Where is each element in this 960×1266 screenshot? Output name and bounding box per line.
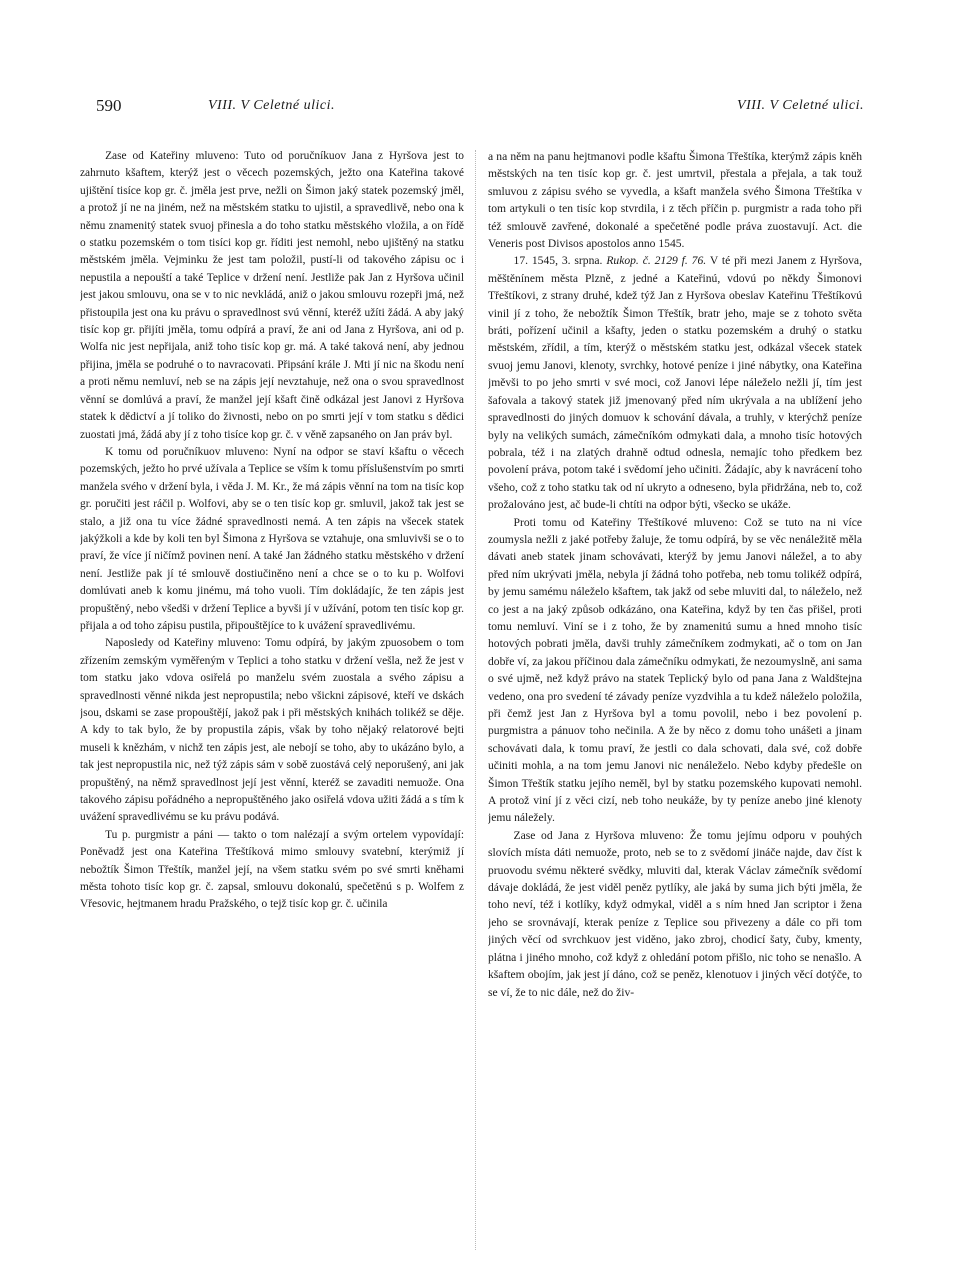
running-head-left: VIII. V Celetné ulici. bbox=[208, 98, 335, 113]
manuscript-citation: Rukop. č. 2129 f. 76. bbox=[606, 254, 707, 268]
page-header bbox=[96, 96, 864, 120]
paragraph: Proti tomu od Kateřiny Třeštíkové mluveno: Což se tuto na ni více zoumysla nežli z jaké potřeby žaluje, že tomu odpírá, by se věc nenáležitě měla dávati aneb statek jinam schovávati, kterýž by jemu Janovi náležel, a to aby před ním ukrývati jměla, nebyla jí žádná toho potřeba, neb tomu tolikéž odpírá, by jemu samému náleželo kšaftem, tak jakž od sebe mluviti dal, to náleželo, než co jest a na jaký způsob odkázáno, ona Kateřina, když by ten čas přišel, proti tomu nemluví. Viní se i z toho, že by znamenitú sumu a hned mnoho tisíc hotových pobrati jměla, davši truhly zámečníkem zodmykati, ač o tom on Jan dobře ví, za jakou příčinou dala zámečníku odmykati, že nezoumyslně, ani sama o své ujmě, než když právo na statek Teplický bylo od pana Jana z Waldštejna vedeno, ona pro svedení té závady peníze vyzdvihla a tu kdež náleželo položila, při čemž jest Jan z Hyršova byl a tomu povolil, nebo i bez povolení p. purgmistra a pánuov toho nečinila. A že by něco z domu toho unášeti a jinam schovávati dala, k tomu praví, že jestli co dala schovati, dala své, což dobře učiniti mohla, a na tom jemu Janovi nic nenáleželo. Nebo kdyby předešle on Šimon Třeštík statku jejího neměl, byl by statku pozemského kupovati nemohl. A protož viní jí z věci cizí, neb toho neukáže, by ty peníze anebo jiné klenoty jemu náležely. bbox=[488, 515, 862, 825]
left-column bbox=[80, 148, 464, 1258]
paragraph: Zase od Jana z Hyršova mluveno: Že tomu jejímu odporu v pouhých slovích místa dáti nemuože, proto, neb se to z svědomí jináče najde, dav číst k pruovodu svému některé svědky, mluviti dal, kterak Václav zámečník svědomí dávaje dokládá, že jest viděl peněz pytlíky, ale jaká by suma jich býti jměla, že toho neví, též i kotlíky, když odmykal, viděl a s ním hned Jan scriptor i žena jeho se srovnávají, kterak peníze z Teplice sou přivezeny a dále co při tom jiných věcí od svrchkuov jest viděno, jako zbroj, chodicí šaty, čuby, kmenty, plátna i jiného mnoho, což když z ohledání potom přišlo, nic toho se nenašlo. A kšaftem obojím, jak jest jí dáno, což se peněz, klenotuov i jiných věcí dotýče, to se ví, že to nic dále, než do živ- bbox=[488, 828, 862, 999]
paragraph: Zase od Kateřiny mluveno: Tuto od poručníkuov Jana z Hyršova jest to zahrnuto kšaftem, kterýž jest o věcech pozemských, ježto ona Kateřina takové ujištění tisíce kop gr. č. jměla jest prve, nežli on Šimon jaký statek pozemský jměl, a protož jí ne na jiném, než na městském statku to ujistil, a spravedlivě, nebo ona k němu znamenitý statek svuoj přinesla a do toho statku městského vložila, a on řídě o statku pozemském o tom tisíci kop gr. říditi jest nemohl, nebo ujištěný na statku městském jměla. Vejminku že jest tam položil, pustí-li od takového zápisu oc i nepustila a nepouští a také Teplice v držení není. Jestliže pak Jan z Hyršova učinil jest jakou smlouvu, ona se v to nic nevkládá, aniž o jakou smlouvu rozepři jmá, než přistoupila jest ona ku právu o spravedlnost svú věnní, kteréž užíti žádá. A aby jaký tisíc kop gr. přijíti jměla, tomu odpírá a praví, že ani od Jana z Hyršova, ani od p. Wolfa nic jest nepřijala, aniž toho tisíc kop gr. má. A také taková není, aby jednou přijina, jměla se podruhé o to navracovati. Připsání krále J. Mti jí nic na škodu není a proti němu nemluví, neb se na zápis její nevztahuje, než ona o svou spravedlnost věnní se domlúvá a praví, že manžel její kšaft čině odkázal jest Janovi z Hyršova statek k dědictví a jí toliko do živnosti, nebo on po smrti její v tom statku s dědici zuostati jmá, žádá aby jí z toho tisíce kop gr. č. v věně zapsaného on Jan práv byl. bbox=[80, 150, 464, 441]
right-column bbox=[488, 148, 862, 1258]
running-head-right: VIII. V Celetné ulici. bbox=[737, 98, 864, 113]
entry-heading: 17. 1545, 3. srpna. bbox=[513, 254, 603, 268]
paragraph: K tomu od poručníkuov mluveno: Nyní na odpor se staví kšaftu o věcech pozemských, ježto ho prvé užívala a Teplice se vším k tomu příslušenstvím po smrti manžela svého v držení byla, i věda J. M. Kr., že má zápis věnní na tom na tisíc kop gr. poručiti jest ráčil p. Wolfovi, aby se o ten tisíc kop gr. smluvil, jakož tak jest se stalo, a již ona tu více žádné spravedlnosti nemá. A ten zápis na všecek statek jakýžkoli a kde by koli ten byl Šimona z Hyršova se vztahuje, ona smluvivši se o to praví, že více jí ničímž povinen není. A také Jan žádného statku městského v držení není. Jestliže pak jí té smlouvě dostiučiněno není a chce se o to ku p. Wolfovi domlúvati aneb k komu jinému, má toho vuoli. Tím dokládajíc, že ten zápis jest propuštěný, nebo všedši v držení Teplice a byvši jí v užívání, potom ten tisíc kop gr. přijala a od toho zápisu pustila, připouštějíce to k uvážení spravedlivému. bbox=[80, 445, 464, 632]
entry-body: V té při mezi Janem z Hyršova, měštěnínem města Plzně, z jedné a Kateřinú, vdovú po někdy Šimonovi Třeštíkovi, z strany druhé, kdež týž Jan z Hyršova obeslav Kateřinu Třeštíkovú vinil jí z toho, že nebožtík Šimon Třeštík, bratr jeho, maje se z tohoto světa bráti, pořízení učinil a kšafty, jeden o statku pozemském a druhý o statku městském, zřídil, a tím, kterýž o městském statku jest, odkázal všecek statek svuoj jemu Janovi, klenoty, svrchky, hotové peníze i jiné nábytky, ona Kateřina jměvši to po jeho smrti v své moci, což Janovi lépe náleželo nežli jí, tím jest šafovala a takový statek již jmenovaný před ním ukrývala a na ublížení jeho spravedlnosti do jiných domuov k schování dávala, a truhly, v kterýchž peníze byly na velikých sumách, zámečníkóm odmykati dala, a mnoho tisíc hotových pobrala, též i na zlatých drahně odtud odnesla, nemajíc toho předkem bez povolení práva, potom také i svědomí jeho učiniti. Žádajíc, aby k navrácení toho všeho, což z toho statku tak od ní ukryto a odneseno, byla přidržána, neb to, což prožalováno jest, ač bude-li chtíti na odpor býti, všecko se ukáže. bbox=[488, 254, 862, 512]
paragraph: Tu p. purgmistr a páni — takto o tom nalézají a svým ortelem vypovídají: Poněvadž jest ona Kateřina Třeštíková mimo smlouvy svatební, kterýmiž jí nebožtík Šimon Třeštík, manžel její, na všem statku svém po své smrti kněhami města tohoto tisíc kop gr. č. zapsal, smlouvu dokonalú, spečetěnú s p. Wolfem z Vřesovic, hejtmanem hradu Pražského, o tejž tisíc kop gr. č. učinila bbox=[80, 828, 464, 911]
document-entry bbox=[488, 252, 862, 513]
paragraph: a na něm na panu hejtmanovi podle kšaftu Šimona Třeštíka, kterýmž zápis kněh městských na ten tisíc kop gr. č. jest umrtvil, přestala a přejala, a tak touž smluvou z zápisu svého se vyvedla, a kšaft manžela svého Šimona Třeštíka v tom artykuli o ten tisíc kop stvrdila, i z těch příčin p. purgmistr a rada toho při též smlouvě zavřené, dokonalé a spečetěné podle práva zuostavují. Act. die Veneris post Divisos apostolos anno 1545. bbox=[488, 150, 862, 251]
page-number: 590 bbox=[96, 96, 122, 115]
paragraph: Naposledy od Kateřiny mluveno: Tomu odpírá, by jakým zpuosobem o tom zřízením zemským vyměřeným v Teplici a toho statku v držení vešla, než že jest v tom statku jako vdova osiřelá po manželu svém zuostala a svého zápisu a spravedlnosti věnné nikda jest nepropustila; nebo všickni zápisové, kteří ve dskách jsou, dskami se zase propouštějí, jakož pak i při městských knihách tolikéž se děje. A kdy to tak bylo, že by propustila zápis, však by toho nějaký relatorové bejti museli k knězhám, v nichž ten zápis jest, ale nebojí se toho, aby to ukázáno bylo, a tak jest nepropustila nic, než týž zápis sám v sobě zuostává celý neporušený, ani jak propuštěný, na němž spravedlnost její jest věnní, kteréž se zavaditi nemuože. Ona takového zápisu pořádného a nepropuštěného jako osiřelá vdova užiti žádá a s tím k uvážení spravedlivému se ku právu podává. bbox=[80, 637, 464, 824]
column-divider bbox=[475, 150, 476, 1250]
